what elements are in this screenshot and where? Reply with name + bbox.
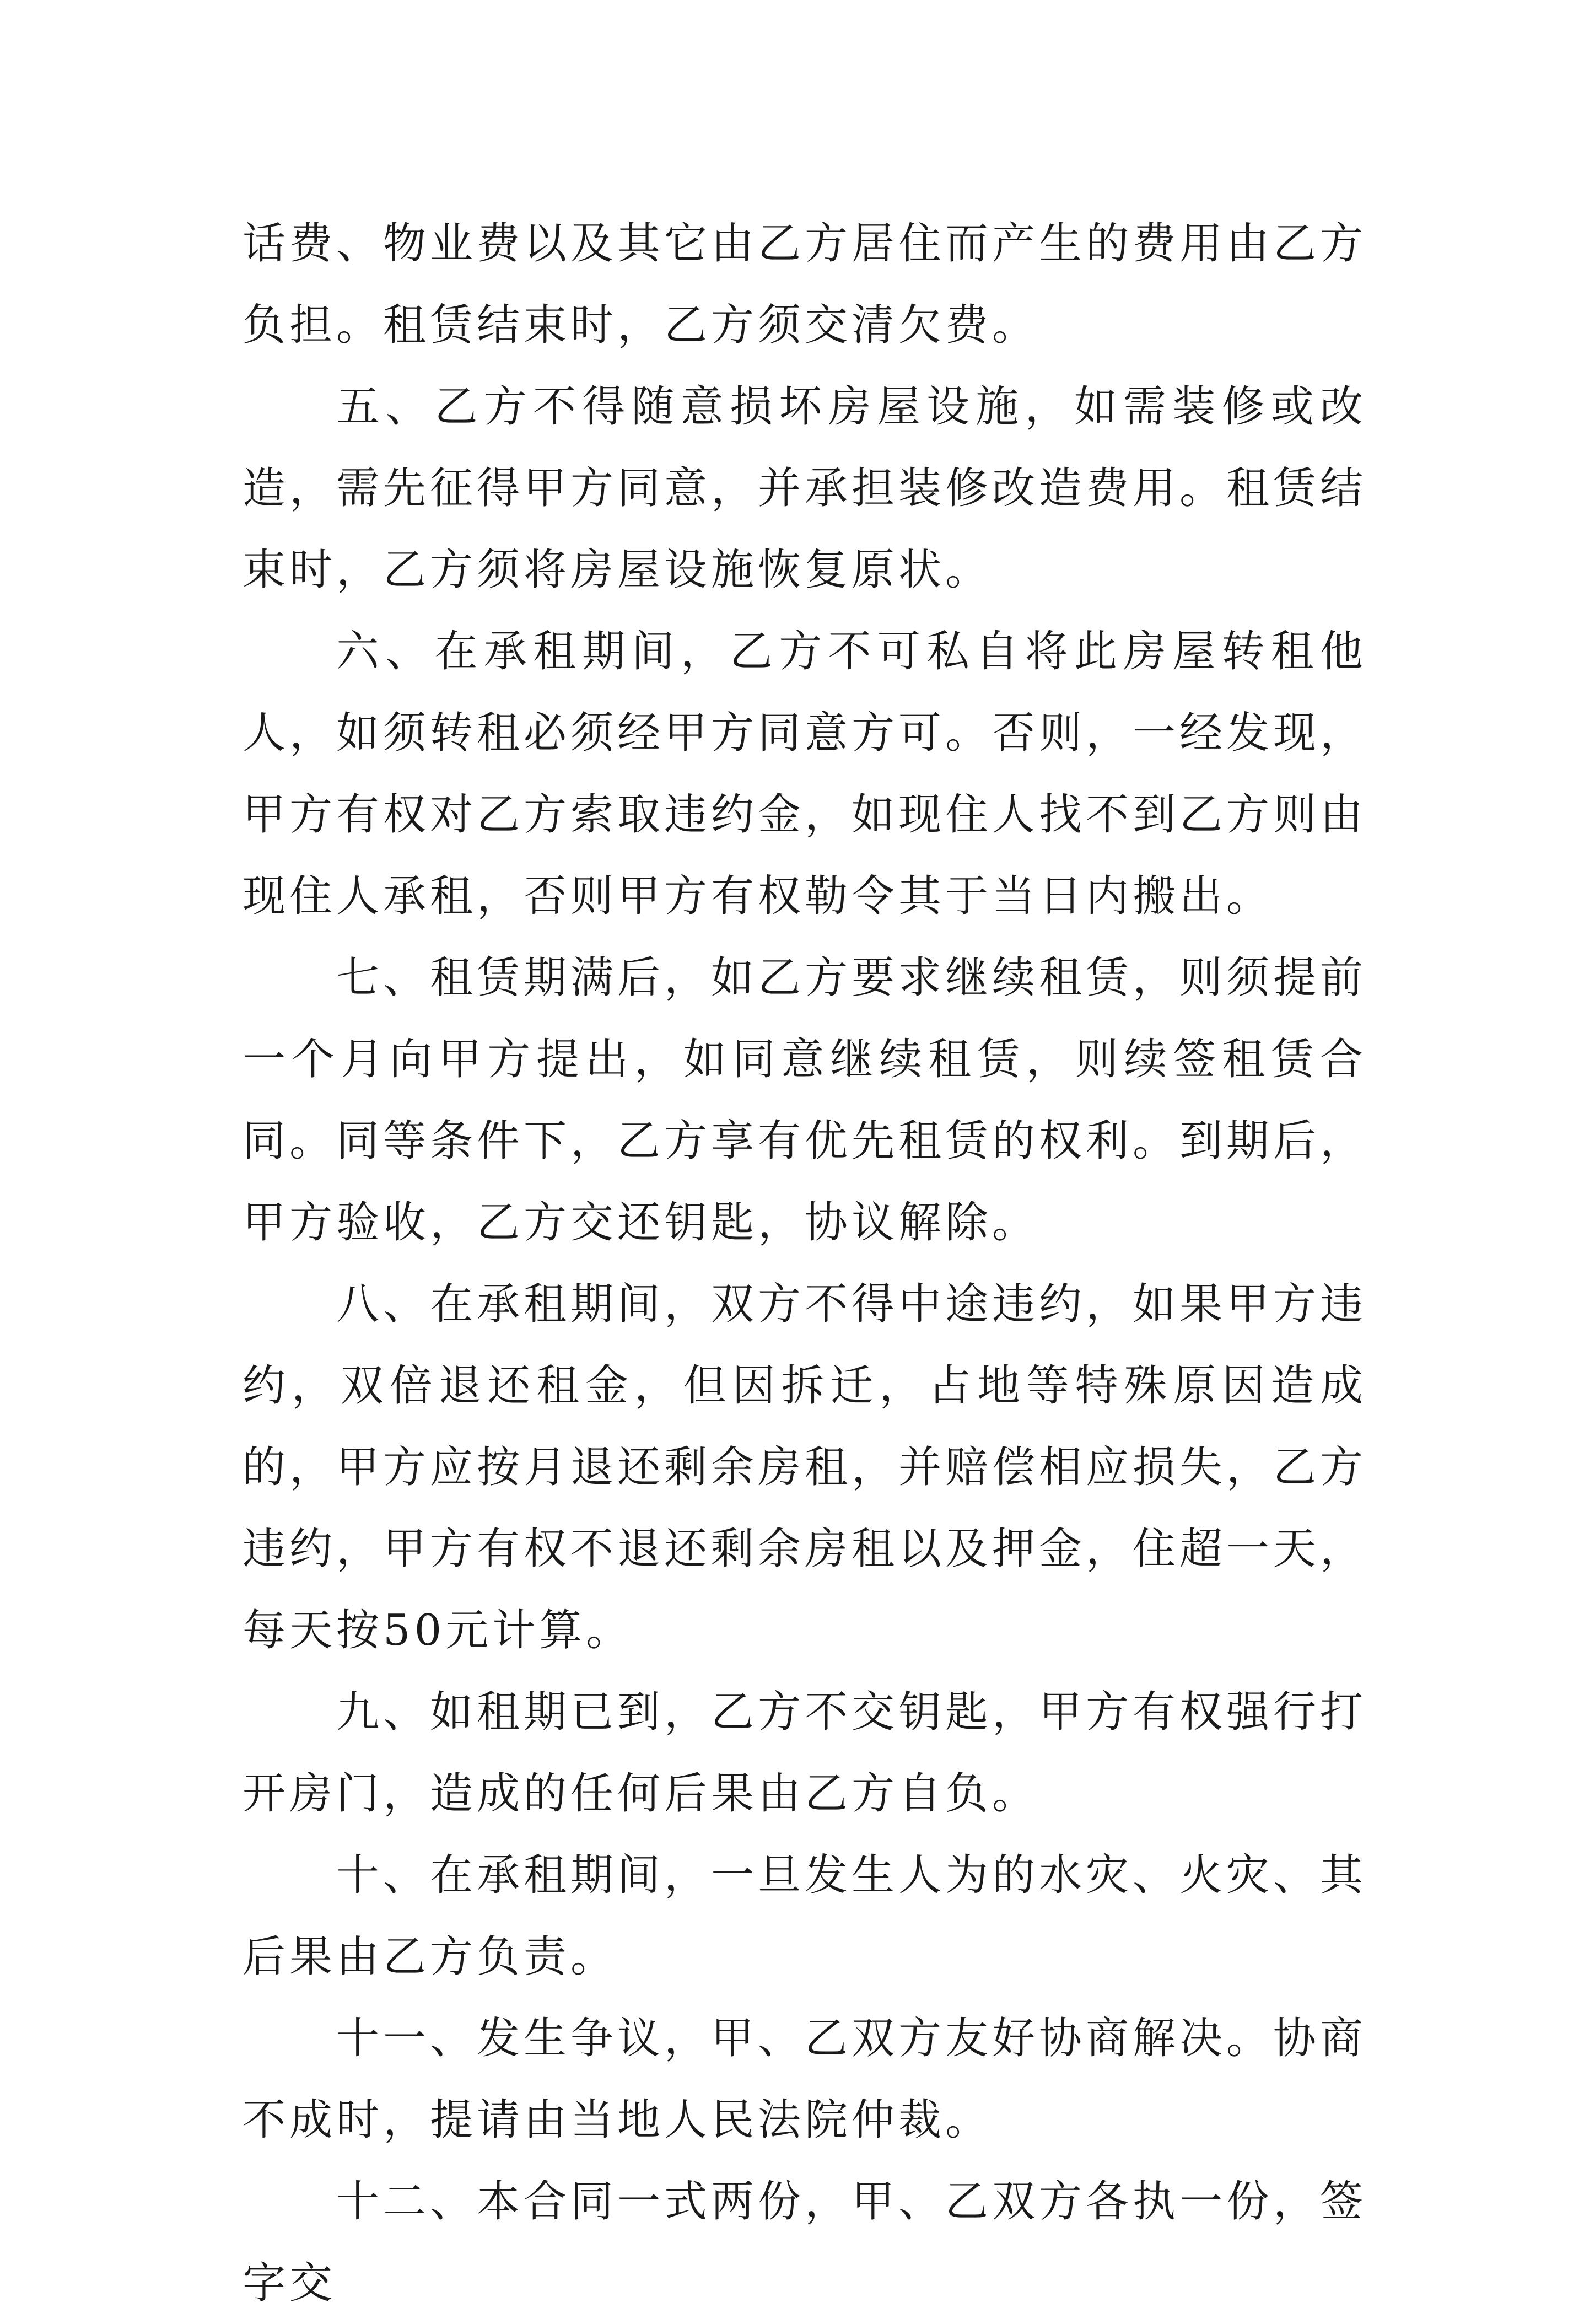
document-body: [243, 203, 1367, 2324]
paragraph-clause-11: 十一、发生争议，甲、乙双方友好协商解决。协商不成时，提请由当地人民法院仲裁。: [243, 2014, 1367, 2145]
paragraph-clause-10: 十、在承租期间，一旦发生人为的水灾、火灾、其后果由乙方负责。: [243, 1850, 1367, 1982]
paragraph-clause-8: 八、在承租期间，双方不得中途违约，如果甲方违约，双倍退还租金，但因拆迁，占地等特殊原因造成的，甲方应按月退还剩余房租，并赔偿相应损失，乙方违约，甲方有权不退还剩余房租以及押金，住超一天，每天按50元计算。: [243, 1279, 1367, 1655]
paragraph-clause-9: 九、如租期已到，乙方不交钥匙，甲方有权强行打开房门，造成的任何后果由乙方自负。: [243, 1687, 1367, 1819]
paragraph-clause-5: 五、乙方不得随意损坏房屋设施，如需装修或改造，需先征得甲方同意，并承担装修改造费用。租赁结束时，乙方须将房屋设施恢复原状。: [243, 382, 1367, 595]
paragraph-clause-6: 六、在承租期间，乙方不可私自将此房屋转租他人，如须转租必须经甲方同意方可。否则，一经发现，甲方有权对乙方索取违约金，如现住人找不到乙方则由现住人承租，否则甲方有权勒令其于当日内搬出。: [243, 627, 1367, 921]
paragraph-clause-7: 七、租赁期满后，如乙方要求继续租赁，则须提前一个月向甲方提出，如同意继续租赁，则续签租赁合同。同等条件下，乙方享有优先租赁的权利。到期后，甲方验收，乙方交还钥匙，协议解除。: [243, 953, 1367, 1247]
paragraph-clause-12: 十二、本合同一式两份，甲、乙双方各执一份，签字交: [243, 2177, 1367, 2308]
paragraph-1: 话费、物业费以及其它由乙方居住而产生的费用由乙方负担。租赁结束时，乙方须交清欠费。: [243, 219, 1367, 350]
